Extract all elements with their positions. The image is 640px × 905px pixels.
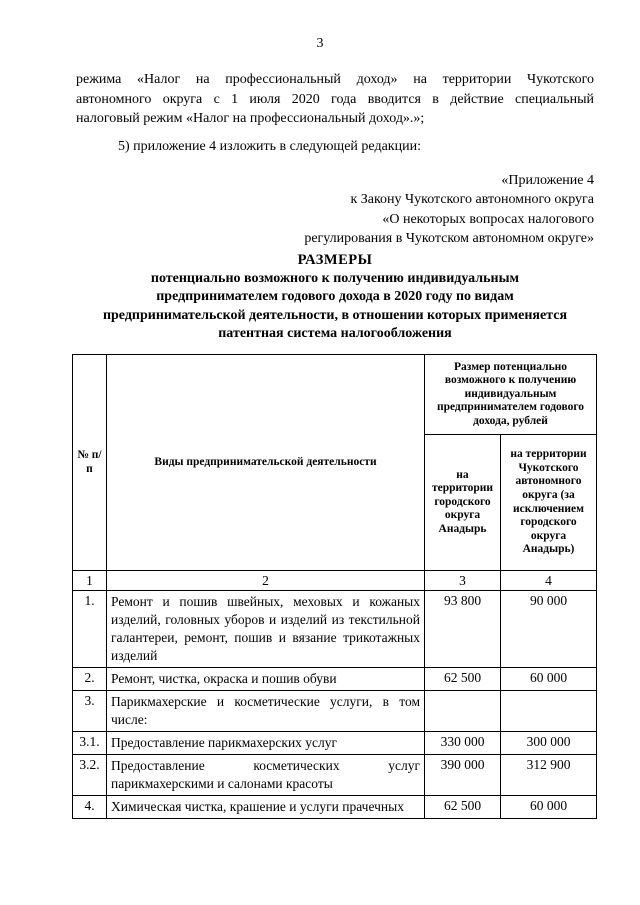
row-number: 3.	[73, 691, 107, 732]
row-other-value: 90 000	[501, 591, 597, 668]
row-activity: Ремонт и пошив швейных, меховых и кожаных изделий, головных уборов и изделий из текстильной галантереи, ремонт, пошив и вязание трикотажных изделий	[107, 591, 425, 668]
item-5-paragraph: 5) приложение 4 изложить в следующей редакции:	[118, 139, 421, 154]
header-size: Размер потенциально возможного к получению индивидуальным предпринимателем годового дохода, рублей	[425, 355, 597, 435]
column-number-row	[73, 571, 597, 591]
table-row	[73, 668, 597, 691]
row-activity: Ремонт, чистка, окраска и пошив обуви	[107, 668, 425, 691]
column-number: 4	[501, 571, 597, 591]
column-number: 2	[107, 571, 425, 591]
row-activity: Парикмахерские и косметические услуги, в том числе:	[107, 691, 425, 732]
column-number: 3	[425, 571, 501, 591]
row-number: 3.1.	[73, 732, 107, 755]
row-other-value: 312 900	[501, 755, 597, 796]
title-line: потенциально возможного к получению индивидуальным	[150, 270, 520, 286]
table-row	[73, 755, 597, 796]
row-other-value: 300 000	[501, 732, 597, 755]
appendix-line: «О некоторых вопросах налогового	[382, 211, 594, 227]
header-anadyr: на территории городского округа Анадырь	[425, 435, 501, 571]
header-num: № п/п	[73, 355, 107, 571]
row-anadyr-value: 62 500	[425, 668, 501, 691]
intro-line: режима «Налог на профессиональный доход» на территории Чукотского	[76, 72, 594, 87]
row-other-value: 60 000	[501, 668, 597, 691]
row-activity: Предоставление косметических услуг парикмахерскими и салонами красоты	[107, 755, 425, 796]
title-line: предпринимательской деятельности, в отношении которых применяется	[102, 307, 568, 323]
row-number: 4.	[73, 796, 107, 819]
title-line: предпринимателем годового дохода в 2020 году по видам	[156, 289, 514, 304]
income-table	[72, 354, 597, 819]
table-row	[73, 796, 597, 819]
table-row	[73, 591, 597, 668]
row-other-value	[501, 691, 597, 732]
page-number: 3	[316, 36, 324, 51]
column-number: 1	[73, 571, 107, 591]
row-anadyr-value: 390 000	[425, 755, 501, 796]
header-activity: Виды предпринимательской деятельности	[107, 355, 425, 571]
row-other-value: 60 000	[501, 796, 597, 819]
row-number: 2.	[73, 668, 107, 691]
row-anadyr-value: 330 000	[425, 732, 501, 755]
appendix-line: «Приложение 4	[501, 173, 594, 188]
appendix-line: регулирования в Чукотском автономном округе»	[304, 230, 594, 246]
row-anadyr-value	[425, 691, 501, 732]
header-other: на территории Чукотского автономного округа (за исключением городского округа Анадырь)	[501, 435, 597, 571]
table-row	[73, 691, 597, 732]
document-title	[60, 251, 610, 344]
row-number: 3.2.	[73, 755, 107, 796]
title-main: РАЗМЕРЫ	[297, 252, 373, 268]
row-activity: Химическая чистка, крашение и услуги прачечных	[107, 796, 425, 819]
row-activity: Предоставление парикмахерских услуг	[107, 732, 425, 755]
title-line: патентная система налогообложения	[218, 326, 452, 341]
intro-paragraph	[76, 70, 594, 129]
intro-line: автономного округа с 1 июля 2020 года вводится в действие специальный	[76, 91, 594, 107]
intro-line: налоговый режим «Налог на профессиональный доход».»;	[76, 111, 425, 126]
appendix-line: к Закону Чукотского автономного округа	[350, 192, 594, 208]
row-anadyr-value: 62 500	[425, 796, 501, 819]
appendix-header	[304, 171, 594, 248]
row-number: 1.	[73, 591, 107, 668]
table-row	[73, 732, 597, 755]
row-anadyr-value: 93 800	[425, 591, 501, 668]
